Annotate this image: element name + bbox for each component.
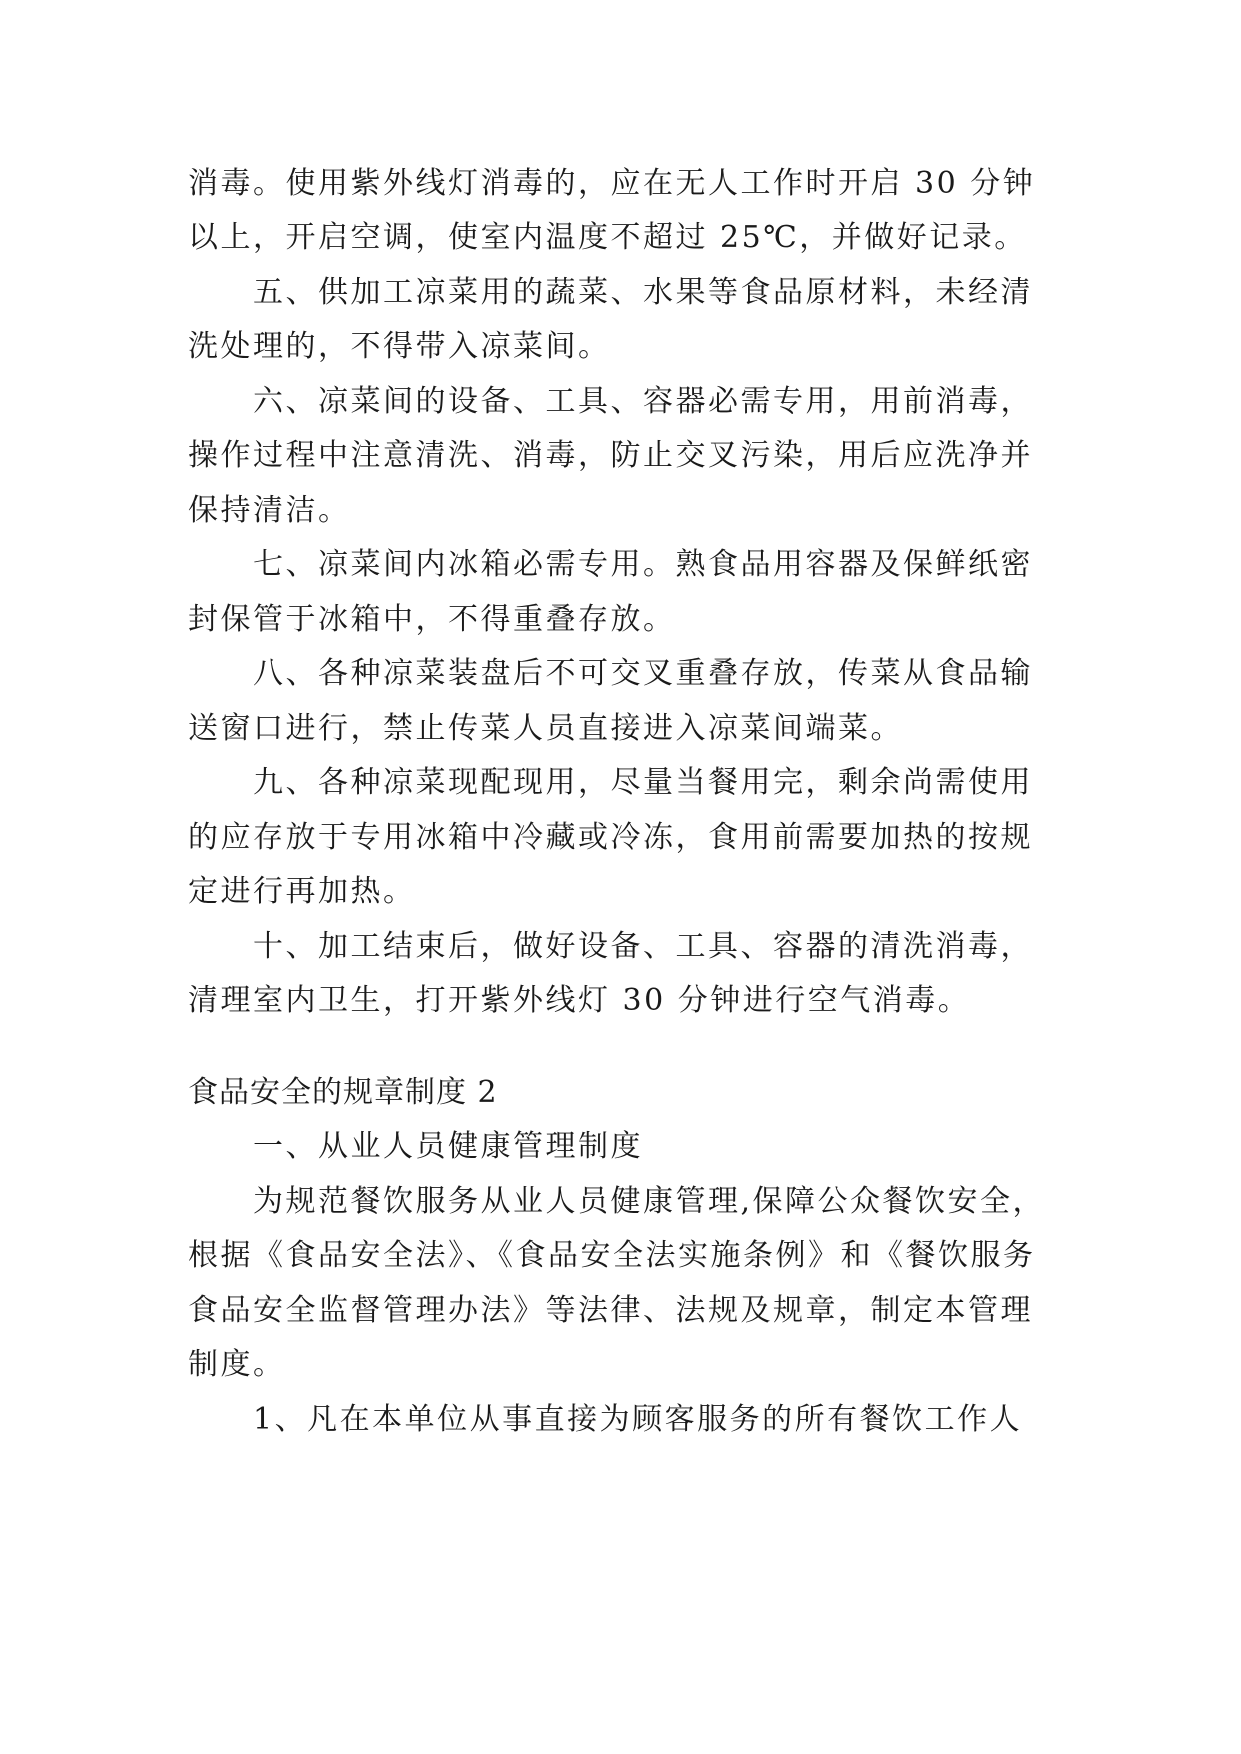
paragraph-line: 封保管于冰箱中，不得重叠存放。 [188, 602, 676, 637]
paragraph-line: 操作过程中注意清洗、消毒，防止交叉污染，用后应洗净并 [188, 438, 1033, 473]
paragraph-line: 洗处理的，不得带入凉菜间。 [188, 329, 611, 364]
paragraph-line: 九、各种凉菜现配现用，尽量当餐用完，剩余尚需使用 [253, 765, 1033, 800]
paragraph-line: 的应存放于专用冰箱中冷藏或冷冻，食用前需要加热的按规 [188, 820, 1033, 855]
paragraph-line: 六、凉菜间的设备、工具、容器必需专用，用前消毒， [253, 384, 1033, 419]
paragraph-line: 五、供加工凉菜用的蔬菜、水果等食品原材料，未经清 [253, 275, 1033, 310]
subsection-heading: 一、从业人员健康管理制度 [253, 1129, 643, 1164]
paragraph-line: 食品安全监督管理办法》等法律、法规及规章，制定本管理 [188, 1293, 1033, 1328]
paragraph-line: 送窗口进行，禁止传菜人员直接进入凉菜间端菜。 [188, 711, 903, 746]
paragraph-line: 定进行再加热。 [188, 874, 416, 909]
paragraph-line: 以上，开启空调，使室内温度不超过 25℃，并做好记录。 [188, 220, 1027, 255]
paragraph-line: 保持清洁。 [188, 493, 351, 528]
paragraph-line: 十、加工结束后，做好设备、工具、容器的清洗消毒， [253, 929, 1033, 964]
paragraph-line: 根据《食品安全法》、《食品安全法实施条例》和《餐饮服务 [188, 1238, 1036, 1273]
paragraph-line: 八、各种凉菜装盘后不可交叉重叠存放，传菜从食品输 [253, 656, 1033, 691]
section-heading: 食品安全的规章制度 2 [188, 1075, 498, 1110]
paragraph-line: 为规范餐饮服务从业人员健康管理,保障公众餐饮安全， [253, 1184, 1046, 1219]
paragraph-line: 1、凡在本单位从事直接为顾客服务的所有餐饮工作人 [253, 1402, 1023, 1437]
paragraph-line: 七、凉菜间内冰箱必需专用。熟食品用容器及保鲜纸密 [253, 547, 1033, 582]
paragraph-line: 清理室内卫生，打开紫外线灯 30 分钟进行空气消毒。 [188, 983, 971, 1018]
paragraph-line: 消毒。使用紫外线灯消毒的，应在无人工作时开启 30 分钟 [188, 166, 1036, 201]
paragraph-line: 制度。 [188, 1347, 286, 1382]
